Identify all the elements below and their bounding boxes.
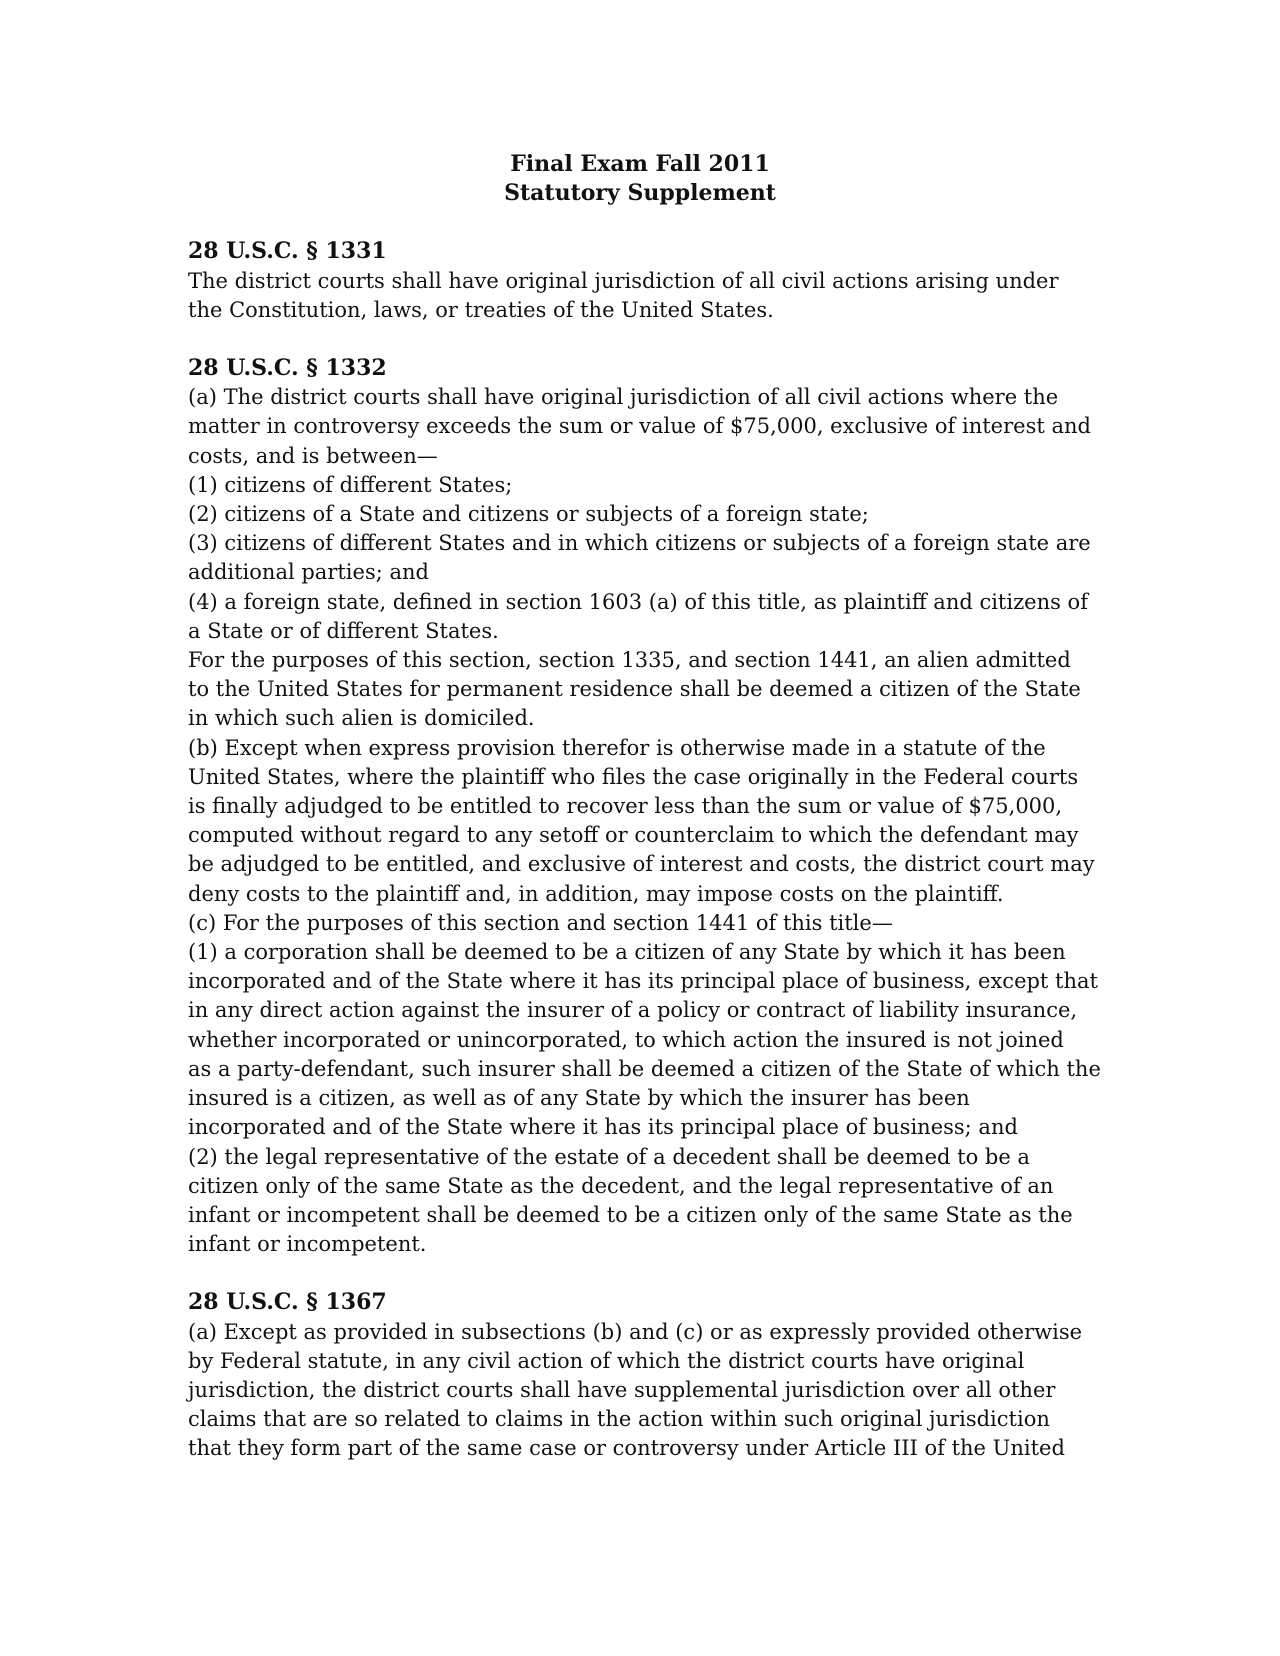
section-heading: 28 U.S.C. § 1331 xyxy=(188,238,387,265)
statute-text-line: (2) the legal representative of the estate of a decedent shall be deemed to be a xyxy=(188,1144,1030,1169)
statute-text-line: (1) citizens of different States; xyxy=(188,472,513,497)
statute-text-line: The district courts shall have original jurisdiction of all civil actions arising under xyxy=(188,268,1059,293)
statute-text-line: United States, where the plaintiff who files the case originally in the Federal courts xyxy=(188,764,1079,789)
statute-text-line: (3) citizens of different States and in which citizens or subjects of a foreign state are xyxy=(188,531,1091,556)
statute-text-line: in which such alien is domiciled. xyxy=(188,706,535,731)
statute-text-line: (2) citizens of a State and citizens or subjects of a foreign state; xyxy=(188,502,869,527)
document-content xyxy=(188,150,1101,1464)
statute-text-line: (4) a foreign state, defined in section 1603 (a) of this title, as plaintiff and citizens of xyxy=(188,589,1088,614)
section-1332 xyxy=(188,354,1101,1259)
statute-text-line: the Constitution, laws, or treaties of the United States. xyxy=(188,297,774,322)
statute-text-line: insured is a citizen, as well as of any State by which the insurer has been xyxy=(188,1086,970,1111)
statute-text-line: infant or incompetent shall be deemed to be a citizen only of the same State as the xyxy=(188,1202,1073,1227)
statute-text-line: infant or incompetent. xyxy=(188,1232,427,1257)
statute-text-line: incorporated and of the State where it has its principal place of business, except that xyxy=(188,969,1098,994)
statute-text-line: to the United States for permanent residence shall be deemed a citizen of the State xyxy=(188,677,1081,702)
statute-text-line: (b) Except when express provision therefor is otherwise made in a statute of the xyxy=(188,735,1046,760)
statute-text-line: additional parties; and xyxy=(188,560,429,585)
statute-text-line: (a) The district courts shall have original jurisdiction of all civil actions where the xyxy=(188,385,1059,410)
document-header xyxy=(188,150,1092,208)
section-heading: 28 U.S.C. § 1332 xyxy=(188,355,387,382)
section-1367 xyxy=(188,1288,1092,1463)
statute-text-line: costs, and is between— xyxy=(188,443,438,468)
statute-text-line: (a) Except as provided in subsections (b) and (c) or as expressly provided otherwise xyxy=(188,1319,1083,1344)
document-title: Final Exam Fall 2011 xyxy=(510,151,770,177)
section-heading: 28 U.S.C. § 1367 xyxy=(188,1289,387,1316)
statute-text-line: be adjudged to be entitled, and exclusive of interest and costs, the district court may xyxy=(188,852,1095,877)
statute-text-line: citizen only of the same State as the decedent, and the legal representative of an xyxy=(188,1173,1054,1198)
statute-text-line: For the purposes of this section, section 1335, and section 1441, an alien admitted xyxy=(188,648,1071,673)
statute-text-line: claims that are so related to claims in the action within such original jurisdiction xyxy=(188,1407,1050,1432)
statute-text-line: deny costs to the plaintiff and, in addition, may impose costs on the plaintiff. xyxy=(188,881,1004,906)
statute-text-line: as a party-defendant, such insurer shall be deemed a citizen of the State of which the xyxy=(188,1056,1101,1081)
statute-text-line: (c) For the purposes of this section and section 1441 of this title— xyxy=(188,910,893,935)
document-subtitle: Statutory Supplement xyxy=(504,180,776,207)
statute-text-line: whether incorporated or unincorporated, to which action the insured is not joined xyxy=(188,1027,1064,1052)
statute-text-line: that they form part of the same case or controversy under Article III of the United xyxy=(188,1436,1065,1461)
statute-text-line: incorporated and of the State where it has its principal place of business; and xyxy=(188,1115,1018,1140)
statute-text-line: computed without regard to any setoff or counterclaim to which the defendant may xyxy=(188,823,1079,848)
statute-text-line: (1) a corporation shall be deemed to be a citizen of any State by which it has been xyxy=(188,940,1066,965)
section-1331 xyxy=(188,237,1092,325)
statute-text-line: is finally adjudged to be entitled to recover less than the sum or value of $75,000, xyxy=(188,794,1063,819)
statute-text-line: matter in controversy exceeds the sum or value of $75,000, exclusive of interest and xyxy=(188,414,1091,439)
statute-text-line: by Federal statute, in any civil action of which the district courts have original xyxy=(188,1348,1025,1373)
statute-text-line: in any direct action against the insurer of a policy or contract of liability insurance, xyxy=(188,998,1078,1023)
statute-text-line: a State or of different States. xyxy=(188,618,499,643)
statute-text-line: jurisdiction, the district courts shall have supplemental jurisdiction over all other xyxy=(188,1377,1056,1402)
